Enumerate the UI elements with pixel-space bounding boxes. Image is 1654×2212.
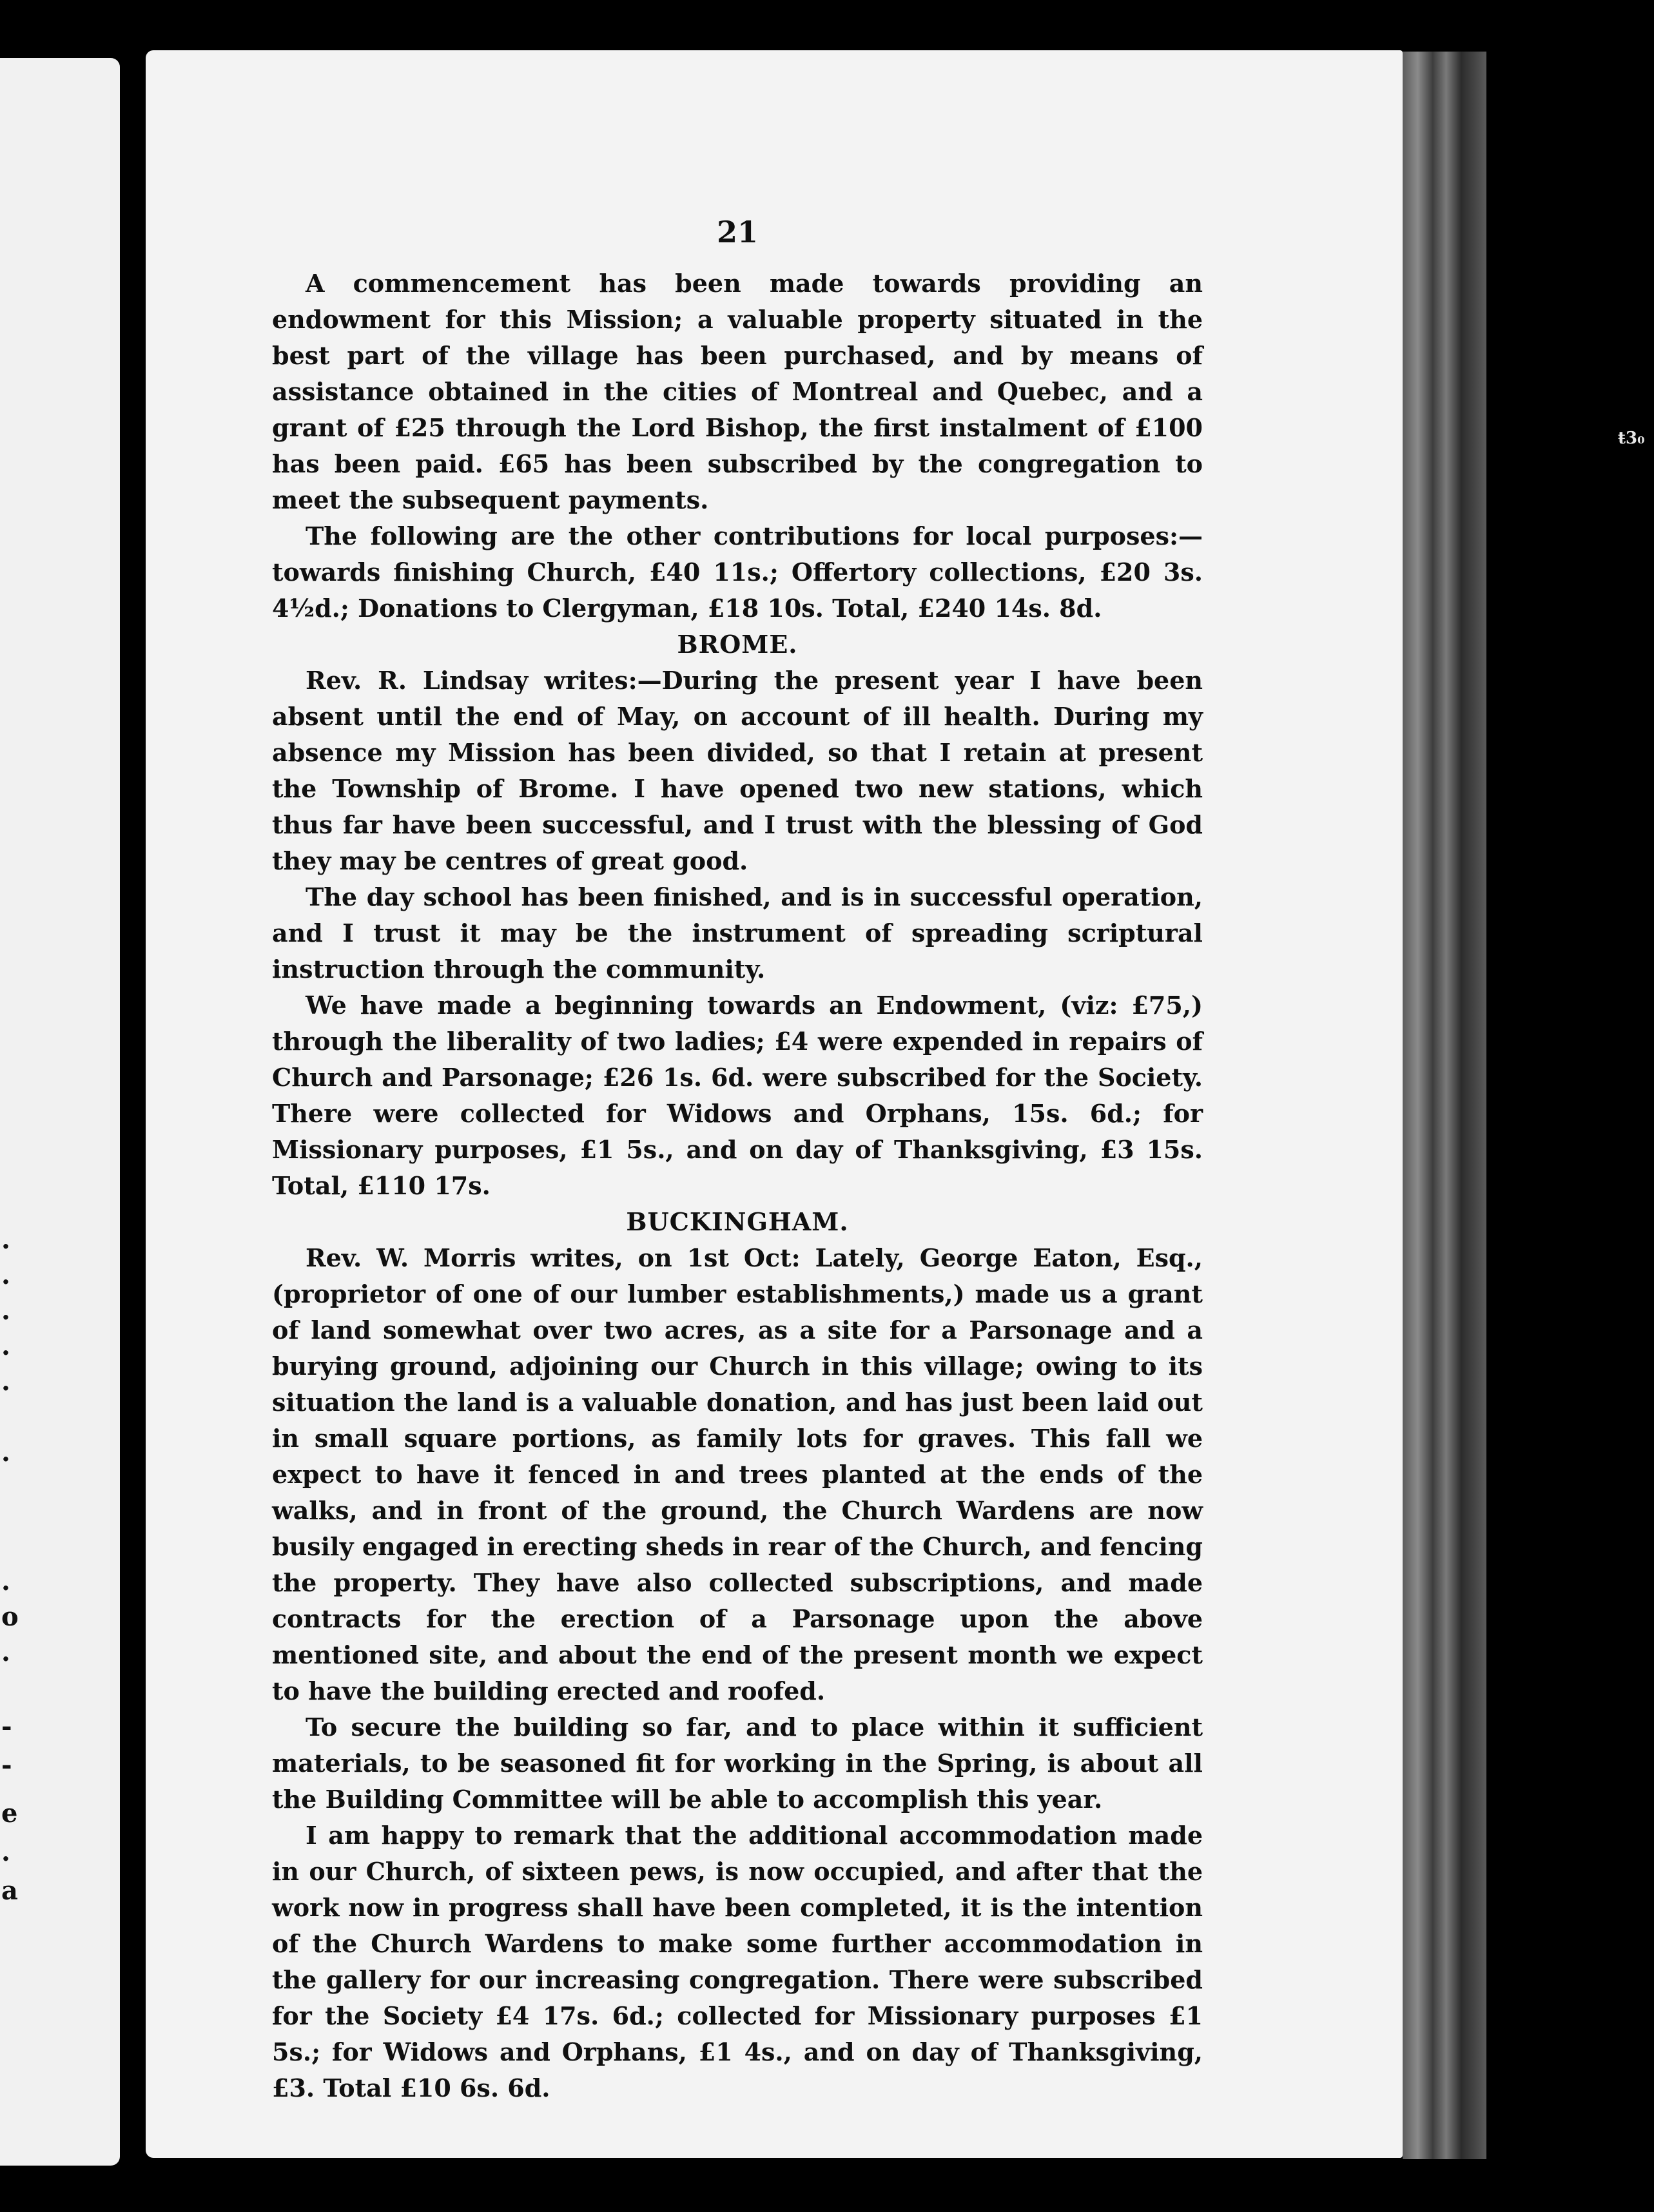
paragraph-endowment: A commencement has been made towards providing an endowment for this Mission; a valuable property situated in the best part of the village has been purchased, and by means of assistance obtained in the cities of Montreal and Quebec, and a grant of £25 through the Lord Bishop, the first instalment of £100 has been paid. £65 has been subscribed by the congregation to meet the subsequent payments.	[272, 269, 1203, 514]
margin-glyph: e	[1, 1798, 18, 1829]
margin-glyph: .	[1, 1295, 10, 1326]
margin-glyph: -	[1, 1750, 12, 1780]
margin-glyph: .	[1, 1437, 10, 1468]
page-stack-edge	[1403, 52, 1486, 2159]
margin-glyph: .	[1, 1566, 10, 1596]
paragraph-building-committee: To secure the building so far, and to place within it sufficient materials, to be seasoned fit for working in the Spring, is about all the Building Committee will be able to accomplish this year.	[272, 1712, 1203, 1814]
margin-glyph: .	[1, 1366, 10, 1397]
facing-page-edge	[0, 58, 120, 2166]
paragraph-brome-letter: Rev. R. Lindsay writes:—During the present year I have been absent until the end of May, on account of ill health. During my absence my Mission has been divided, so that I retain at present the Township of Brome. I have opened two new stations, which thus far have been successful, and I trust with the blessing of God they may be centres of great good.	[272, 666, 1203, 875]
paragraph-buckingham-letter: Rev. W. Morris writes, on 1st Oct: Lately, George Eaton, Esq.,(proprietor of one of our lumber establishments,) made us a grant of land somewhat over two acres, as a site for a Parsonage and a burying ground, adjoining our Church in this village; owing to its situation the land is a valuable donation, and has just been laid out in small square portions, as family lots for graves. This fall we expect to have it fenced in and trees planted at the ends of the walks, and in front of the ground, the Church Wardens are now busily engaged in erecting sheds in rear of the Church, and fencing the property. They have also collected subscriptions, and made contracts for the erection of a Parsonage upon the above mentioned site, and about the end of the present month we expect to have the building erected and roofed.	[272, 1243, 1203, 1705]
margin-glyph: .	[1, 1837, 10, 1867]
margin-glyph: o	[1, 1602, 19, 1632]
margin-glyph: .	[1, 1225, 10, 1255]
margin-glyph: .	[1, 1260, 10, 1290]
margin-ink-mark: ŧ3₀	[1618, 429, 1645, 448]
margin-glyph: -	[1, 1711, 12, 1741]
facing-page-margin-glyphs	[0, 58, 120, 2166]
paragraph-local-contributions: The following are the other contributions for local purposes:—towards finishing Church, £40 11s.; Offertory collections, £20 3s. 4½d.; Donations to Clergyman, £18 10s. Total, £240 14s. 8d.	[272, 521, 1203, 623]
page-number: 21	[716, 215, 758, 249]
paragraph-accommodation: I am happy to remark that the additional accommodation made in our Church, of sixteen pews, is now occupied, and after that the work now in progress shall have been completed, it is the intention of the Church Wardens to make some further accommodation in the gallery for our increasing congregation. There were subscribed for the Society £4 17s. 6d.; collected for Missionary purposes £1 5s.; for Widows and Orphans, £1 4s., and on day of Thanksgiving, £3. Total £10 6s. 6d.	[272, 1821, 1203, 2102]
margin-glyph: a	[1, 1876, 18, 1906]
section-heading-brome: BROME.	[677, 630, 798, 659]
paragraph-brome-endowment: We have made a beginning towards an Endowment, (viz: £75,) through the liberality of two ladies; £4 were expended in repairs of Church and Parsonage; £26 1s. 6d. were subscribed for the Society. There were collected for Widows and Orphans, 15s. 6d.; for Missionary purposes, £1 5s., and on day of Thanksgiving, £3 15s. Total, £110 17s.	[272, 991, 1203, 1200]
paragraph-day-school: The day school has been finished, and is in successful operation, and I trust it may be the instrument of spreading scriptural instruction through the community.	[272, 882, 1203, 984]
margin-glyph: .	[1, 1331, 10, 1361]
margin-glyph: .	[1, 1637, 10, 1667]
section-heading-buckingham: BUCKINGHAM.	[626, 1207, 849, 1236]
page-text-block	[272, 213, 1203, 2106]
